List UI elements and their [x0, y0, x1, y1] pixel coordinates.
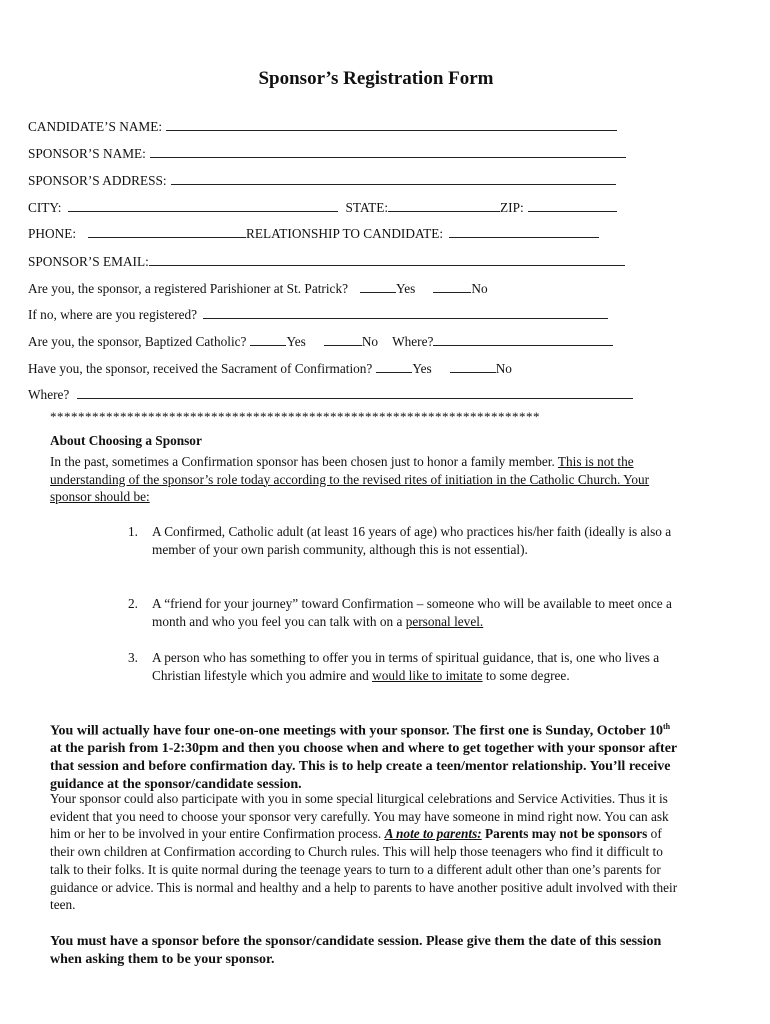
confirmation-question-row — [28, 360, 512, 377]
meetings-paragraph — [50, 718, 680, 794]
baptized-no-field[interactable] — [324, 333, 362, 346]
candidate-name-field[interactable] — [166, 118, 617, 131]
participation-text: Your sponsor could also participate with you in some special liturgical celebrations and Service Activities. Thus it is evident that you need to choose your sponsor very carefully. You may have someone in mind right now. You can ask him or her to be involved in your entire Confirmation process. — [50, 791, 669, 842]
sponsor-address-label: SPONSOR’S ADDRESS: — [28, 173, 167, 188]
note-to-parents: A note to parents: — [384, 826, 482, 842]
sponsor-name-row — [28, 145, 626, 162]
participation-text-cont: of their own children at Confirmation according to Church rules. This will help those teenagers who find it difficult to talk to their folks. It is quite normal during the teenage years to turn to a different adult other than one’s parents for guidance or advice. This is normal and healthy and a help to parents to have another positive adult involved with their teen. — [50, 826, 678, 913]
state-field[interactable] — [388, 199, 500, 212]
parents-not-sponsors: Parents may not be sponsors — [481, 826, 648, 842]
meetings-sup: th — [662, 722, 671, 731]
list-item-number: 1. — [128, 524, 138, 539]
registered-where-question: If no, where are you registered? — [28, 307, 198, 322]
list-item-number: 2. — [128, 596, 138, 611]
about-intro-text: In the past, sometimes a Confirmation sponsor has been chosen just to honor a family member. — [50, 454, 558, 469]
list-item-text-part: A person who has something to offer you in terms of spiritual guidance, that is, one who lives a Christian lifestyle which you admire and — [152, 650, 660, 683]
about-heading: About Choosing a Sponsor — [50, 433, 202, 448]
baptized-where-field[interactable] — [433, 333, 613, 346]
sponsor-name-field[interactable] — [150, 145, 626, 158]
candidate-name-label: CANDIDATE’S NAME: — [28, 119, 163, 134]
baptized-question: Are you, the sponsor, Baptized Catholic? — [28, 334, 247, 349]
about-intro-underlined: This is not the understanding of the sponsor’s role today according to the revised rites of initiation in the Catholic Church. Your sponsor should be: — [50, 454, 650, 505]
sponsor-address-field[interactable] — [171, 172, 616, 185]
sponsor-email-field[interactable] — [149, 253, 625, 266]
baptized-yes-field[interactable] — [250, 333, 286, 346]
final-note: You must have a sponsor before the sponsor/candidate session. Please give them the date of this session when asking them to be your sponsor. — [50, 934, 662, 967]
relationship-field[interactable] — [449, 225, 599, 238]
about-intro — [50, 453, 680, 506]
phone-label: PHONE: — [28, 226, 77, 241]
state-label: STATE: — [345, 200, 389, 215]
list-item-text-part: A “friend for your journey” toward Confirmation – someone who will be available to meet once a month and who you feel you can talk with on a — [152, 596, 672, 629]
sponsor-name-label: SPONSOR’S NAME: — [28, 146, 146, 161]
parishioner-question-row — [28, 280, 488, 297]
meetings-text-cont: at the parish from 1-2:30pm and then you choose when and where to get together with your sponsor after that session and before confirmation day. This is to help create a teen/mentor relationship. You’ll receive guidance at the sponsor/candidate session. — [50, 741, 677, 793]
list-item-number: 3. — [128, 650, 138, 665]
list-item-underlined: personal level. — [405, 613, 484, 629]
baptized-no-label: No — [361, 334, 379, 349]
parishioner-yes-label: Yes — [396, 281, 416, 296]
city-field[interactable] — [68, 199, 338, 212]
confirmation-where-row — [28, 386, 633, 403]
list-item-text: A Confirmed, Catholic adult (at least 16 years of age) who practices his/her faith (ideally is also a member of your own parish community, although this is not essential). — [152, 524, 672, 557]
confirmation-yes-label: Yes — [412, 361, 432, 376]
baptized-question-row — [28, 333, 613, 350]
participation-paragraph — [50, 790, 680, 914]
parishioner-no-field[interactable] — [433, 280, 471, 293]
baptized-yes-label: Yes — [286, 334, 306, 349]
candidate-name-row — [28, 118, 617, 135]
parishioner-yes-field[interactable] — [360, 280, 396, 293]
parishioner-no-label: No — [471, 281, 488, 296]
list-item-text — [152, 649, 676, 684]
city-label: CITY: — [28, 200, 62, 215]
list-item-text-part: to some degree. — [482, 667, 570, 683]
confirmation-question: Have you, the sponsor, received the Sacrament of Confirmation? — [28, 361, 373, 376]
sponsor-email-row — [28, 253, 625, 270]
form-title: Sponsor’s Registration Form — [258, 68, 494, 89]
meetings-text: You will actually have four one-on-one meetings with your sponsor. The first one is Sunday, October 10 — [50, 723, 663, 739]
confirmation-where-field[interactable] — [77, 386, 633, 399]
zip-field[interactable] — [528, 199, 617, 212]
parishioner-question: Are you, the sponsor, a registered Parishioner at St. Patrick? — [28, 281, 348, 296]
list-item-text — [152, 595, 676, 630]
confirmation-no-label: No — [495, 361, 512, 376]
confirmation-yes-field[interactable] — [376, 360, 412, 373]
relationship-label: RELATIONSHIP TO CANDIDATE: — [246, 226, 444, 241]
city-state-zip-row — [28, 199, 617, 216]
confirmation-where-label: Where? — [28, 387, 70, 402]
confirmation-no-field[interactable] — [450, 360, 496, 373]
zip-label: ZIP: — [500, 200, 524, 215]
sponsor-email-label: SPONSOR’S EMAIL: — [28, 254, 149, 269]
registered-where-field[interactable] — [203, 306, 608, 319]
baptized-where-label: Where? — [392, 334, 434, 349]
registered-where-row — [28, 306, 608, 323]
list-item-underlined: would like to imitate — [372, 667, 483, 683]
section-divider: ********************************************************************** — [50, 409, 540, 424]
phone-relationship-row — [28, 225, 599, 242]
phone-field[interactable] — [88, 225, 246, 238]
sponsor-address-row — [28, 172, 616, 189]
